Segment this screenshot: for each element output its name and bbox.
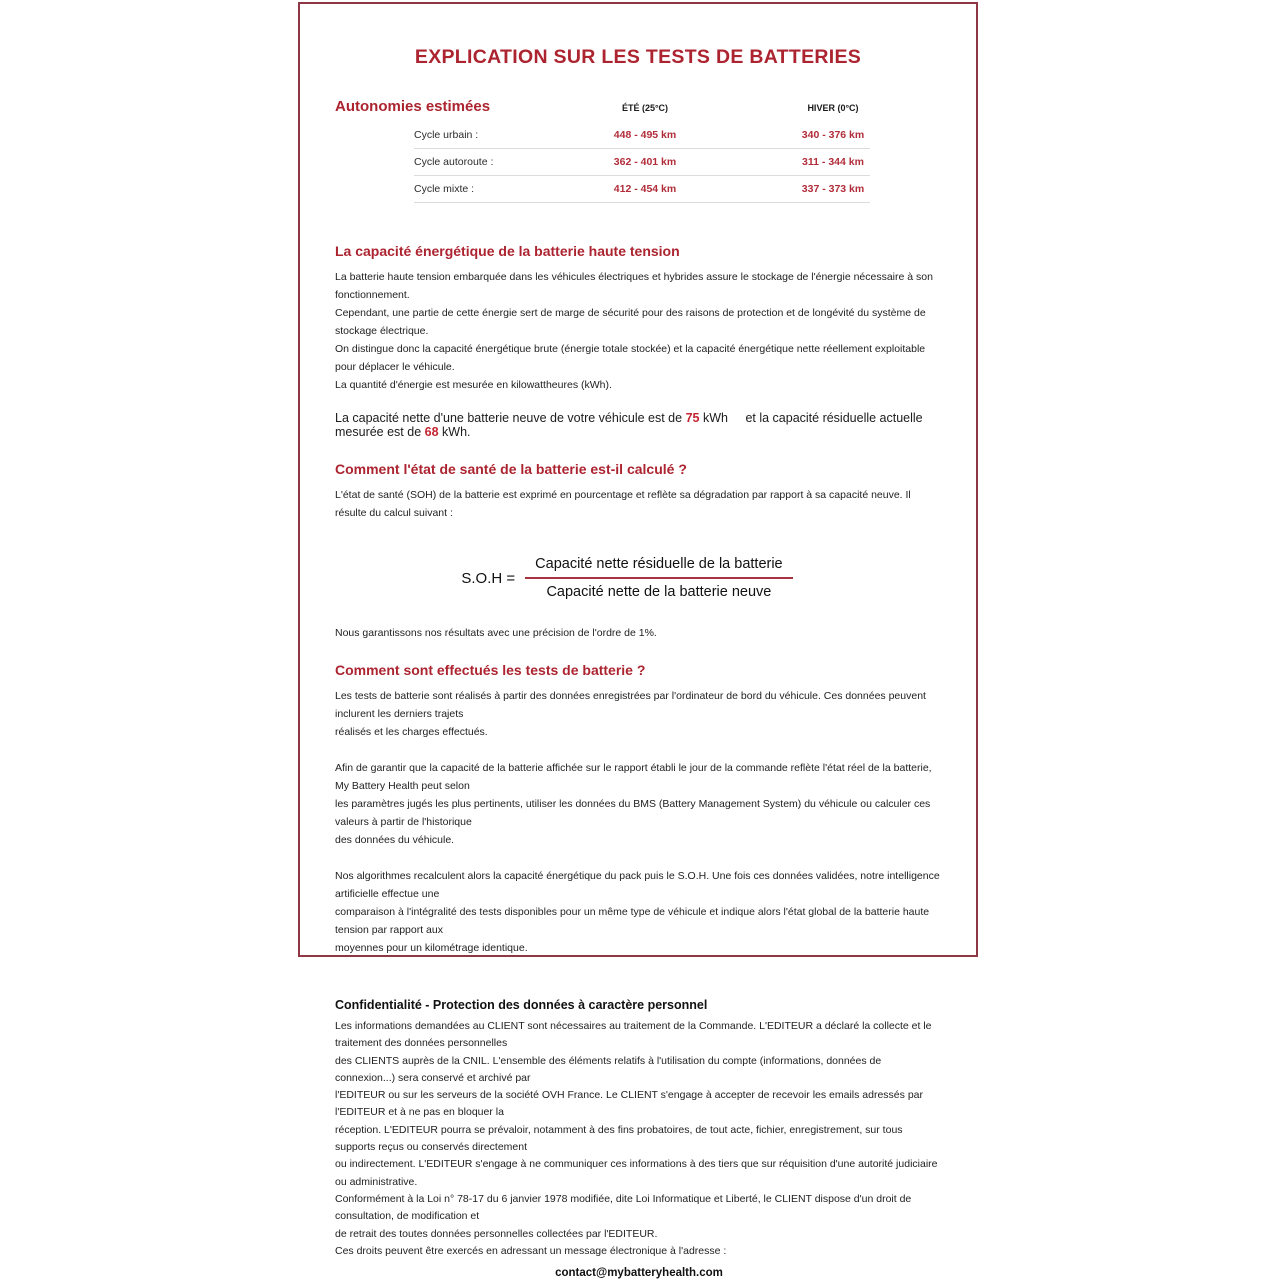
body-line: Cependant, une partie de cette énergie sert de marge de sécurité pour des raisons de protection et de longévité du système de stockage électrique. xyxy=(335,307,926,337)
summary-text: et la capacité résiduelle actuelle mesurée est de xyxy=(335,411,923,439)
winter-value: 337 - 373 km xyxy=(801,183,865,195)
body-line: réception. L'EDITEUR pourra se prévaloir, notamment à des fins probatoires, de tout acte, fichier, enregistrement, sur tous supports reçus ou conservés directement xyxy=(335,1123,903,1154)
body-line: réalisés et les charges effectués. xyxy=(335,726,488,738)
body-line: ou indirectement. L'EDITEUR s'engage à ne communiquer ces informations à des tiers que sur réquisition d'une autorité judiciaire ou administrative. xyxy=(335,1158,938,1188)
body-line: L'état de santé (SOH) de la batterie est exprimé en pourcentage et reflète sa dégradation par rapport à sa capacité neuve. Il résulte du calcul suivant : xyxy=(335,489,911,519)
section-body xyxy=(335,268,943,394)
summary-unit: kWh. xyxy=(442,425,471,439)
summary-unit: kWh xyxy=(702,411,728,425)
formula-denominator: Capacité nette de la batterie neuve xyxy=(546,584,772,600)
paragraph xyxy=(335,759,943,849)
body-line: La quantité d'énergie est mesurée en kilowattheures (kWh). xyxy=(335,379,612,391)
precision-note: Nous garantissons nos résultats avec une précision de l'ordre de 1%. xyxy=(335,627,657,639)
body-line: l'EDITEUR ou sur les serveurs de la société OVH France. Le CLIENT s'engage à accepter de recevoir les emails adressés par l'EDITEUR et à ne pas en bloquer la xyxy=(335,1089,923,1119)
row-label: Cycle autoroute : xyxy=(414,156,494,168)
summer-value: 362 - 401 km xyxy=(613,156,677,168)
summer-value: 448 - 495 km xyxy=(613,129,677,141)
section-capacity xyxy=(335,243,943,439)
autonomy-table xyxy=(335,98,943,203)
paragraph xyxy=(335,867,943,957)
section-tests xyxy=(335,662,943,957)
body-line: La batterie haute tension embarquée dans les véhicules électriques et hybrides assure le stockage de l'énergie nécessaire à son fonctionnement. xyxy=(335,271,933,301)
section-heading: Comment l'état de santé de la batterie est-il calculé ? xyxy=(335,461,687,477)
body-line: comparaison à l'intégralité des tests disponibles pour un même type de véhicule et indique alors l'état global de la batterie haute tension par rapport aux xyxy=(335,906,930,936)
body-line: de retrait des toutes données personnelles collectées par l'EDITEUR. xyxy=(335,1227,658,1240)
autonomy-rows xyxy=(335,122,943,203)
document-page xyxy=(298,2,978,1279)
soh-formula xyxy=(323,556,931,600)
contact-email: contact@mybatteryhealth.com xyxy=(555,1267,723,1279)
body-line: Nos algorithmes recalculent alors la capacité énergétique du pack puis le S.O.H. Une fois ces données validées, notre intelligence artificielle effectue une xyxy=(335,870,940,900)
summary-text: La capacité nette d'une batterie neuve de votre véhicule est de xyxy=(335,411,683,425)
column-header-winter: HIVER (0°C) xyxy=(807,103,859,113)
section-heading: La capacité énergétique de la batterie haute tension xyxy=(335,243,680,259)
body-line: Conformément à la Loi n° 78-17 du 6 janvier 1978 modifiée, dite Loi Informatique et Liberté, le CLIENT dispose d'un droit de consultation, de modification et xyxy=(335,1192,912,1223)
residual-capacity-value: 68 xyxy=(424,425,439,439)
new-capacity-value: 75 xyxy=(685,411,700,425)
winter-value: 311 - 344 km xyxy=(802,156,864,168)
page-title: EXPLICATION SUR LES TESTS DE BATTERIES xyxy=(414,46,862,68)
section-heading: Comment sont effectués les tests de batterie ? xyxy=(335,662,646,678)
table-row xyxy=(335,122,943,148)
autonomy-title: Autonomies estimées xyxy=(335,98,491,115)
autonomy-table-header xyxy=(335,98,943,115)
formula-fraction xyxy=(525,556,792,600)
section-soh xyxy=(335,461,943,639)
table-row xyxy=(335,176,943,202)
winter-value: 340 - 376 km xyxy=(801,129,865,141)
body-line: des données du véhicule. xyxy=(335,834,455,846)
table-row xyxy=(335,149,943,175)
formula-lhs: S.O.H = xyxy=(461,569,516,587)
fraction-bar xyxy=(525,577,792,579)
row-label: Cycle mixte : xyxy=(414,183,475,195)
body-line: moyennes pour un kilométrage identique. xyxy=(335,942,528,954)
row-divider xyxy=(414,202,870,203)
section-privacy xyxy=(335,998,943,1260)
body-line: On distingue donc la capacité énergétique brute (énergie totale stockée) et la capacité énergétique nette réellement exploitable pour déplacer le véhicule. xyxy=(335,343,926,373)
privacy-body xyxy=(335,1018,943,1260)
column-header-summer: ÉTÉ (25°C) xyxy=(621,103,669,113)
body-line: les paramètres jugés les plus pertinents, utiliser les données du BMS (Battery Management System) du véhicule ou calculer ces valeurs à partir de l'historique xyxy=(335,798,931,828)
body-line: Ces droits peuvent être exercés en adressant un message électronique à l'adresse : xyxy=(335,1244,727,1257)
paragraph xyxy=(335,687,943,741)
body-line: Les informations demandées au CLIENT sont nécessaires au traitement de la Commande. L'EDITEUR a déclaré la collecte et le traitement des données personnelles xyxy=(335,1020,932,1050)
row-label: Cycle urbain : xyxy=(414,129,479,141)
body-line: des CLIENTS auprès de la CNIL. L'ensemble des éléments relatifs à l'utilisation du compte (informations, données de connexion...) sera conservé et archivé par xyxy=(335,1054,882,1084)
summer-value: 412 - 454 km xyxy=(613,183,677,195)
privacy-heading: Confidentialité - Protection des données à caractère personnel xyxy=(335,998,708,1012)
formula-numerator: Capacité nette résiduelle de la batterie xyxy=(535,556,783,572)
body-line: Les tests de batterie sont réalisés à partir des données enregistrées par l'ordinateur de bord du véhicule. Ces données peuvent inclurent les derniers trajets xyxy=(335,690,926,720)
capacity-summary xyxy=(335,411,943,439)
body-line: Afin de garantir que la capacité de la batterie affichée sur le rapport établi le jour de la commande reflète l'état réel de la batterie, My Battery Health peut selon xyxy=(335,762,932,792)
